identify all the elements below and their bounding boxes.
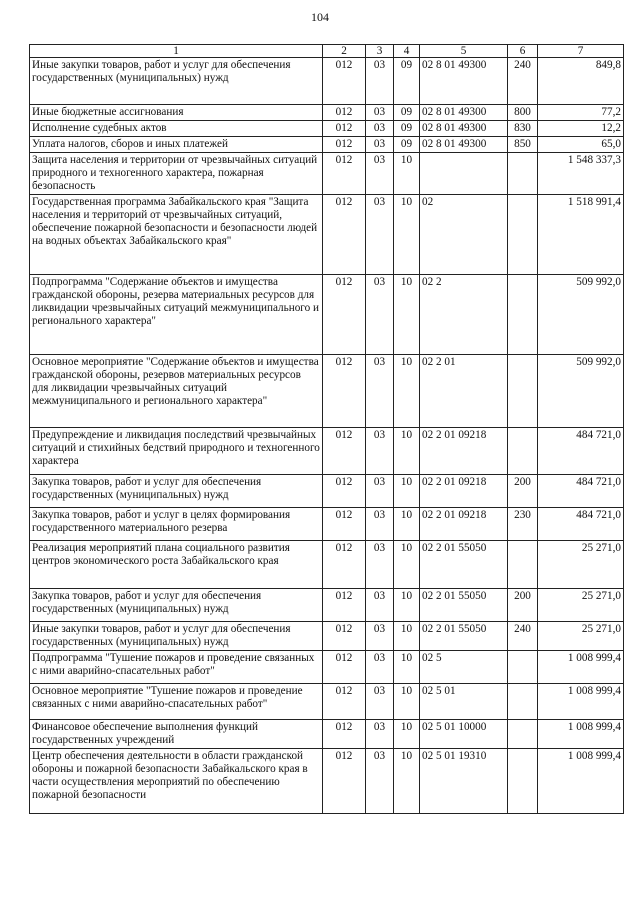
amount-value: 65,0 (538, 137, 624, 153)
subsection-code: 10 (394, 153, 420, 195)
ministry-code: 012 (323, 622, 366, 651)
row-name: Реализация мероприятий плана социального развития центров экономического роста Забайкальского края (30, 541, 323, 589)
ministry-code: 012 (323, 355, 366, 428)
table-row (30, 684, 624, 720)
subsection-code: 10 (394, 195, 420, 275)
amount-value: 1 008 999,4 (538, 720, 624, 749)
target-article-code: 02 8 01 49300 (420, 121, 508, 137)
target-article-code: 02 8 01 49300 (420, 137, 508, 153)
ministry-code: 012 (323, 475, 366, 508)
table-row (30, 622, 624, 651)
row-name: Закупка товаров, работ и услуг в целях формирования государственного материального резерва (30, 508, 323, 541)
row-name: Государственная программа Забайкальского края "Защита населения и территорий от чрезвычайных ситуаций, обеспечение пожарной безопасности и безопасности людей на водных объектах Забайкальского края" (30, 195, 323, 275)
table-row (30, 720, 624, 749)
table-row (30, 195, 624, 275)
amount-value: 1 548 337,3 (538, 153, 624, 195)
amount-value: 12,2 (538, 121, 624, 137)
subsection-code: 10 (394, 622, 420, 651)
expense-kind-code (508, 541, 538, 589)
table-row (30, 105, 624, 121)
subsection-code: 10 (394, 651, 420, 684)
section-code: 03 (366, 541, 394, 589)
subsection-code: 10 (394, 589, 420, 622)
amount-value: 25 271,0 (538, 622, 624, 651)
table-row (30, 749, 624, 814)
column-header: 3 (366, 45, 394, 58)
expense-kind-code (508, 720, 538, 749)
target-article-code: 02 2 01 (420, 355, 508, 428)
row-name: Уплата налогов, сборов и иных платежей (30, 137, 323, 153)
target-article-code: 02 5 01 19310 (420, 749, 508, 814)
section-code: 03 (366, 749, 394, 814)
section-code: 03 (366, 428, 394, 475)
ministry-code: 012 (323, 508, 366, 541)
amount-value: 1 008 999,4 (538, 651, 624, 684)
expense-kind-code: 240 (508, 58, 538, 105)
target-article-code: 02 5 01 10000 (420, 720, 508, 749)
row-name: Иные закупки товаров, работ и услуг для обеспечения государственных (муниципальных) нужд (30, 622, 323, 651)
ministry-code: 012 (323, 58, 366, 105)
target-article-code: 02 8 01 49300 (420, 58, 508, 105)
subsection-code: 10 (394, 428, 420, 475)
row-name: Подпрограмма "Содержание объектов и имущества гражданской обороны, резерва материальных ресурсов для ликвидации чрезвычайных ситуаций межмуниципального и регионального характера" (30, 275, 323, 355)
column-header: 1 (30, 45, 323, 58)
ministry-code: 012 (323, 749, 366, 814)
column-header: 4 (394, 45, 420, 58)
target-article-code: 02 5 01 (420, 684, 508, 720)
ministry-code: 012 (323, 121, 366, 137)
ministry-code: 012 (323, 428, 366, 475)
table-row (30, 153, 624, 195)
subsection-code: 10 (394, 720, 420, 749)
table-row (30, 355, 624, 428)
section-code: 03 (366, 137, 394, 153)
section-code: 03 (366, 508, 394, 541)
target-article-code: 02 5 (420, 651, 508, 684)
ministry-code: 012 (323, 137, 366, 153)
expense-kind-code (508, 428, 538, 475)
ministry-code: 012 (323, 195, 366, 275)
table-row (30, 275, 624, 355)
row-name: Закупка товаров, работ и услуг для обеспечения государственных (муниципальных) нужд (30, 475, 323, 508)
subsection-code: 10 (394, 355, 420, 428)
section-code: 03 (366, 275, 394, 355)
expense-kind-code (508, 749, 538, 814)
subsection-code: 10 (394, 541, 420, 589)
ministry-code: 012 (323, 589, 366, 622)
subsection-code: 10 (394, 749, 420, 814)
expense-kind-code (508, 355, 538, 428)
section-code: 03 (366, 355, 394, 428)
amount-value: 25 271,0 (538, 541, 624, 589)
section-code: 03 (366, 589, 394, 622)
subsection-code: 10 (394, 684, 420, 720)
expense-kind-code (508, 651, 538, 684)
expense-kind-code: 200 (508, 475, 538, 508)
ministry-code: 012 (323, 684, 366, 720)
table-row (30, 589, 624, 622)
amount-value: 1 008 999,4 (538, 749, 624, 814)
section-code: 03 (366, 720, 394, 749)
ministry-code: 012 (323, 105, 366, 121)
subsection-code: 09 (394, 105, 420, 121)
target-article-code: 02 2 (420, 275, 508, 355)
subsection-code: 10 (394, 508, 420, 541)
ministry-code: 012 (323, 153, 366, 195)
amount-value: 484 721,0 (538, 428, 624, 475)
target-article-code: 02 2 01 09218 (420, 428, 508, 475)
section-code: 03 (366, 475, 394, 508)
target-article-code (420, 153, 508, 195)
table-row (30, 121, 624, 137)
ministry-code: 012 (323, 720, 366, 749)
subsection-code: 09 (394, 137, 420, 153)
section-code: 03 (366, 622, 394, 651)
section-code: 03 (366, 684, 394, 720)
row-name: Защита населения и территории от чрезвычайных ситуаций природного и техногенного характера, пожарная безопасность (30, 153, 323, 195)
expense-kind-code: 850 (508, 137, 538, 153)
table-row (30, 428, 624, 475)
expense-kind-code (508, 195, 538, 275)
expense-kind-code (508, 684, 538, 720)
target-article-code: 02 2 01 09218 (420, 508, 508, 541)
section-code: 03 (366, 58, 394, 105)
amount-value: 1 518 991,4 (538, 195, 624, 275)
expense-kind-code: 240 (508, 622, 538, 651)
section-code: 03 (366, 105, 394, 121)
column-header: 5 (420, 45, 508, 58)
table-row (30, 58, 624, 105)
subsection-code: 10 (394, 475, 420, 508)
target-article-code: 02 2 01 55050 (420, 589, 508, 622)
table-row (30, 508, 624, 541)
target-article-code: 02 (420, 195, 508, 275)
section-code: 03 (366, 195, 394, 275)
expense-kind-code: 800 (508, 105, 538, 121)
row-name: Закупка товаров, работ и услуг для обеспечения государственных (муниципальных) нужд (30, 589, 323, 622)
header-row (30, 45, 624, 58)
subsection-code: 10 (394, 275, 420, 355)
expense-kind-code (508, 275, 538, 355)
table-row (30, 137, 624, 153)
row-name: Иные бюджетные ассигнования (30, 105, 323, 121)
amount-value: 1 008 999,4 (538, 684, 624, 720)
amount-value: 509 992,0 (538, 275, 624, 355)
row-name: Основное мероприятие "Содержание объектов и имущества гражданской обороны, резервов материальных ресурсов для ликвидации чрезвычайных ситуаций межмуниципального и регионального характера" (30, 355, 323, 428)
row-name: Иные закупки товаров, работ и услуг для обеспечения государственных (муниципальных) нужд (30, 58, 323, 105)
ministry-code: 012 (323, 275, 366, 355)
row-name: Центр обеспечения деятельности в области гражданской обороны и пожарной безопасности Забайкальского края в части осуществления мероприятий по обеспечению пожарной безопасности (30, 749, 323, 814)
expense-kind-code: 230 (508, 508, 538, 541)
ministry-code: 012 (323, 651, 366, 684)
row-name: Исполнение судебных актов (30, 121, 323, 137)
budget-table (29, 44, 624, 814)
row-name: Финансовое обеспечение выполнения функций государственных учреждений (30, 720, 323, 749)
expense-kind-code: 200 (508, 589, 538, 622)
amount-value: 77,2 (538, 105, 624, 121)
row-name: Подпрограмма "Тушение пожаров и проведение связанных с ними аварийно-спасательных работ" (30, 651, 323, 684)
column-header: 7 (538, 45, 624, 58)
amount-value: 849,8 (538, 58, 624, 105)
target-article-code: 02 2 01 55050 (420, 541, 508, 589)
table-body (30, 58, 624, 814)
subsection-code: 09 (394, 121, 420, 137)
subsection-code: 09 (394, 58, 420, 105)
amount-value: 484 721,0 (538, 475, 624, 508)
expense-kind-code: 830 (508, 121, 538, 137)
table-row (30, 541, 624, 589)
amount-value: 509 992,0 (538, 355, 624, 428)
table-row (30, 651, 624, 684)
expense-kind-code (508, 153, 538, 195)
page-number: 104 (311, 10, 329, 24)
row-name: Основное мероприятие "Тушение пожаров и проведение связанных с ними аварийно-спасательных работ" (30, 684, 323, 720)
ministry-code: 012 (323, 541, 366, 589)
amount-value: 484 721,0 (538, 508, 624, 541)
row-name: Предупреждение и ликвидация последствий чрезвычайных ситуаций и стихийных бедствий природного и техногенного характера (30, 428, 323, 475)
section-code: 03 (366, 651, 394, 684)
column-header: 2 (323, 45, 366, 58)
column-header: 6 (508, 45, 538, 58)
target-article-code: 02 2 01 55050 (420, 622, 508, 651)
amount-value: 25 271,0 (538, 589, 624, 622)
section-code: 03 (366, 153, 394, 195)
table-row (30, 475, 624, 508)
section-code: 03 (366, 121, 394, 137)
target-article-code: 02 8 01 49300 (420, 105, 508, 121)
target-article-code: 02 2 01 09218 (420, 475, 508, 508)
